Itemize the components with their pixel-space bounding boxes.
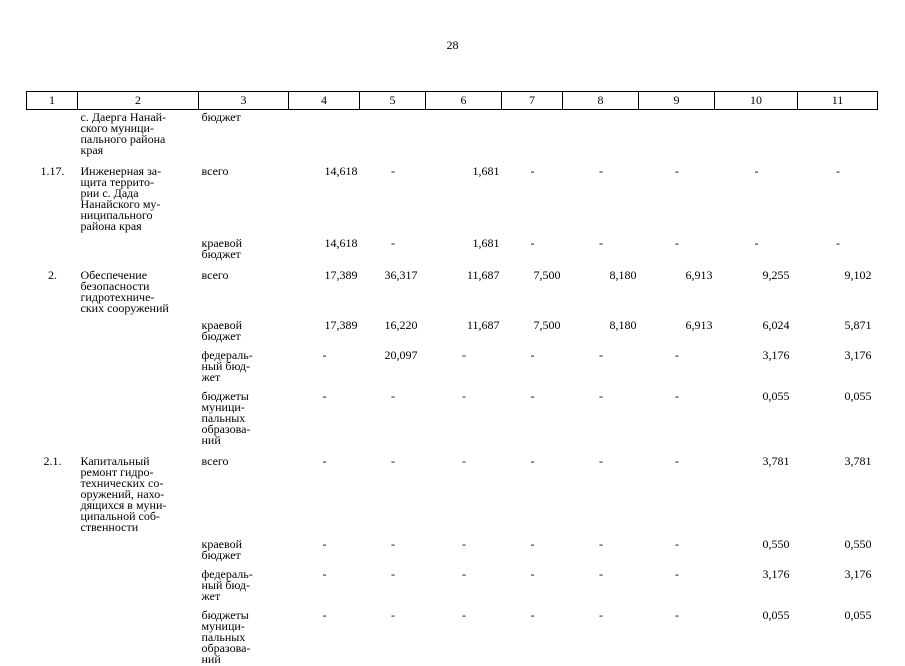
row-number bbox=[27, 110, 78, 157]
value-cell: 8,180 bbox=[609, 318, 637, 332]
value-cell: 6,024 bbox=[762, 318, 790, 332]
value-cell: 14,618 bbox=[324, 236, 358, 250]
value-cell: 6,913 bbox=[685, 318, 713, 332]
value-cell: - bbox=[322, 567, 327, 581]
value-cell: 0,055 bbox=[762, 389, 790, 403]
value-cell: 20,097 bbox=[384, 348, 418, 362]
value-cell: - bbox=[462, 537, 466, 551]
value-cell bbox=[360, 110, 426, 157]
value-cell: - bbox=[322, 537, 327, 551]
value-cell: - bbox=[322, 608, 327, 622]
value-cell: 0,055 bbox=[762, 608, 790, 622]
value-cell: - bbox=[599, 454, 603, 468]
row-name bbox=[78, 533, 199, 561]
value-cell: 9,102 bbox=[844, 268, 872, 282]
header-cell: 11 bbox=[798, 92, 878, 110]
value-cell: - bbox=[322, 454, 327, 468]
funding-source: бюджет bbox=[201, 110, 241, 124]
value-cell: - bbox=[836, 236, 840, 250]
row-name: Инженерная за- щита террито- рии с. Дада Нанайского му- ниципального района края bbox=[80, 164, 162, 233]
header-cell: 10 bbox=[715, 92, 798, 110]
row-number bbox=[27, 533, 78, 561]
value-cell bbox=[502, 110, 563, 157]
value-cell: - bbox=[462, 567, 466, 581]
header-cell: 1 bbox=[27, 92, 78, 110]
value-cell: 5,871 bbox=[844, 318, 872, 332]
header-cell: 3 bbox=[199, 92, 289, 110]
row-number bbox=[27, 602, 78, 665]
value-cell: 8,180 bbox=[609, 268, 637, 282]
row-name bbox=[78, 232, 199, 260]
value-cell: - bbox=[391, 537, 395, 551]
funding-source: бюджеты муници- пальных образова- ний bbox=[201, 608, 251, 666]
row-name: с. Даерга Нанай- ского муници- пального района края bbox=[80, 110, 167, 157]
value-cell bbox=[426, 110, 502, 157]
row-number bbox=[27, 314, 78, 342]
value-cell bbox=[639, 110, 715, 157]
value-cell: - bbox=[391, 389, 395, 403]
funding-source: всего bbox=[201, 164, 229, 178]
value-cell: 6,913 bbox=[685, 268, 713, 282]
table-row bbox=[27, 156, 878, 232]
header-cell: 8 bbox=[563, 92, 639, 110]
table-row bbox=[27, 342, 878, 383]
funding-source: всего bbox=[201, 454, 229, 468]
row-number bbox=[27, 232, 78, 260]
value-cell: - bbox=[599, 348, 603, 362]
funding-source: краевой бюджет bbox=[201, 236, 242, 261]
table-row bbox=[27, 602, 878, 665]
value-cell: 3,176 bbox=[762, 348, 790, 362]
value-cell: - bbox=[675, 567, 679, 581]
value-cell: - bbox=[675, 236, 679, 250]
funding-source: федераль- ный бюд- жет bbox=[201, 567, 253, 603]
value-cell: - bbox=[675, 537, 679, 551]
page-number: 28 bbox=[446, 38, 459, 52]
value-cell: 0,550 bbox=[762, 537, 790, 551]
value-cell: - bbox=[675, 608, 679, 622]
value-cell: - bbox=[462, 389, 466, 403]
header-cell: 7 bbox=[502, 92, 563, 110]
value-cell bbox=[798, 110, 878, 157]
header-cell: 2 bbox=[78, 92, 199, 110]
value-cell: 7,500 bbox=[533, 318, 561, 332]
header-cell: 5 bbox=[360, 92, 426, 110]
value-cell: 0,055 bbox=[844, 389, 872, 403]
value-cell: 17,389 bbox=[324, 318, 358, 332]
table-row bbox=[27, 314, 878, 342]
row-name bbox=[78, 342, 199, 383]
value-cell: - bbox=[530, 608, 535, 622]
row-number bbox=[27, 383, 78, 446]
value-cell bbox=[289, 110, 360, 157]
value-cell: - bbox=[462, 454, 466, 468]
header-cell: 4 bbox=[289, 92, 360, 110]
value-cell: 0,550 bbox=[844, 537, 872, 551]
table-body bbox=[27, 110, 878, 666]
row-name bbox=[78, 314, 199, 342]
value-cell: 3,781 bbox=[844, 454, 872, 468]
value-cell bbox=[715, 110, 798, 157]
funding-source: федераль- ный бюд- жет bbox=[201, 348, 253, 384]
row-number: 2. bbox=[48, 268, 57, 282]
value-cell: - bbox=[675, 454, 679, 468]
value-cell: - bbox=[322, 348, 327, 362]
row-name bbox=[78, 561, 199, 602]
value-cell: - bbox=[754, 164, 759, 178]
header-row bbox=[27, 92, 878, 110]
value-cell: 3,781 bbox=[762, 454, 790, 468]
funding-source: краевой бюджет bbox=[201, 318, 242, 343]
value-cell: - bbox=[391, 608, 395, 622]
funding-source: краевой бюджет bbox=[201, 537, 242, 562]
value-cell: - bbox=[675, 348, 679, 362]
table-row bbox=[27, 533, 878, 561]
value-cell: - bbox=[530, 389, 535, 403]
row-number: 2.1. bbox=[43, 454, 62, 468]
value-cell: - bbox=[599, 164, 603, 178]
value-cell: - bbox=[675, 389, 679, 403]
value-cell: 36,317 bbox=[384, 268, 418, 282]
value-cell: - bbox=[599, 236, 603, 250]
table-row bbox=[27, 232, 878, 260]
value-cell: 9,255 bbox=[762, 268, 790, 282]
header-cell: 9 bbox=[639, 92, 715, 110]
table-row bbox=[27, 260, 878, 314]
header-cell: 6 bbox=[426, 92, 502, 110]
row-number bbox=[27, 561, 78, 602]
value-cell: 3,176 bbox=[762, 567, 790, 581]
value-cell: - bbox=[530, 164, 535, 178]
row-name bbox=[78, 602, 199, 665]
funding-source: бюджеты муници- пальных образова- ний bbox=[201, 389, 251, 447]
value-cell: - bbox=[530, 348, 535, 362]
budget-table bbox=[26, 91, 878, 665]
value-cell: 1,681 bbox=[472, 164, 500, 178]
value-cell: - bbox=[462, 608, 466, 622]
value-cell: - bbox=[599, 389, 603, 403]
value-cell: - bbox=[530, 567, 535, 581]
value-cell bbox=[563, 110, 639, 157]
value-cell: 16,220 bbox=[384, 318, 418, 332]
row-name: Обеспечение безопасности гидротехниче- ских сооружений bbox=[80, 268, 169, 315]
row-number bbox=[27, 342, 78, 383]
table-row bbox=[27, 561, 878, 602]
value-cell: 0,055 bbox=[844, 608, 872, 622]
value-cell: 14,618 bbox=[324, 164, 358, 178]
value-cell: - bbox=[322, 389, 327, 403]
value-cell: 3,176 bbox=[844, 567, 872, 581]
value-cell: - bbox=[675, 164, 679, 178]
table-row bbox=[27, 446, 878, 533]
row-name bbox=[78, 383, 199, 446]
value-cell: 3,176 bbox=[844, 348, 872, 362]
value-cell: - bbox=[530, 537, 535, 551]
row-name: Капитальный ремонт гидро- технических со- оружений, нахо- дящихся в муни- ципальной соб- ственности bbox=[80, 454, 167, 534]
value-cell: - bbox=[391, 164, 395, 178]
value-cell: 11,687 bbox=[466, 268, 500, 282]
value-cell: - bbox=[391, 454, 395, 468]
table-row bbox=[27, 383, 878, 446]
funding-source: всего bbox=[201, 268, 229, 282]
value-cell: 17,389 bbox=[324, 268, 358, 282]
value-cell: - bbox=[530, 454, 535, 468]
value-cell: 7,500 bbox=[533, 268, 561, 282]
value-cell: - bbox=[599, 567, 603, 581]
value-cell: - bbox=[530, 236, 535, 250]
table-row bbox=[27, 110, 878, 157]
value-cell: - bbox=[462, 348, 466, 362]
value-cell: - bbox=[599, 537, 603, 551]
value-cell: - bbox=[391, 236, 395, 250]
value-cell: - bbox=[754, 236, 759, 250]
value-cell: 1,681 bbox=[472, 236, 500, 250]
value-cell: - bbox=[599, 608, 603, 622]
value-cell: - bbox=[836, 164, 840, 178]
value-cell: 11,687 bbox=[466, 318, 500, 332]
value-cell: - bbox=[391, 567, 395, 581]
row-number: 1.17. bbox=[40, 164, 65, 178]
